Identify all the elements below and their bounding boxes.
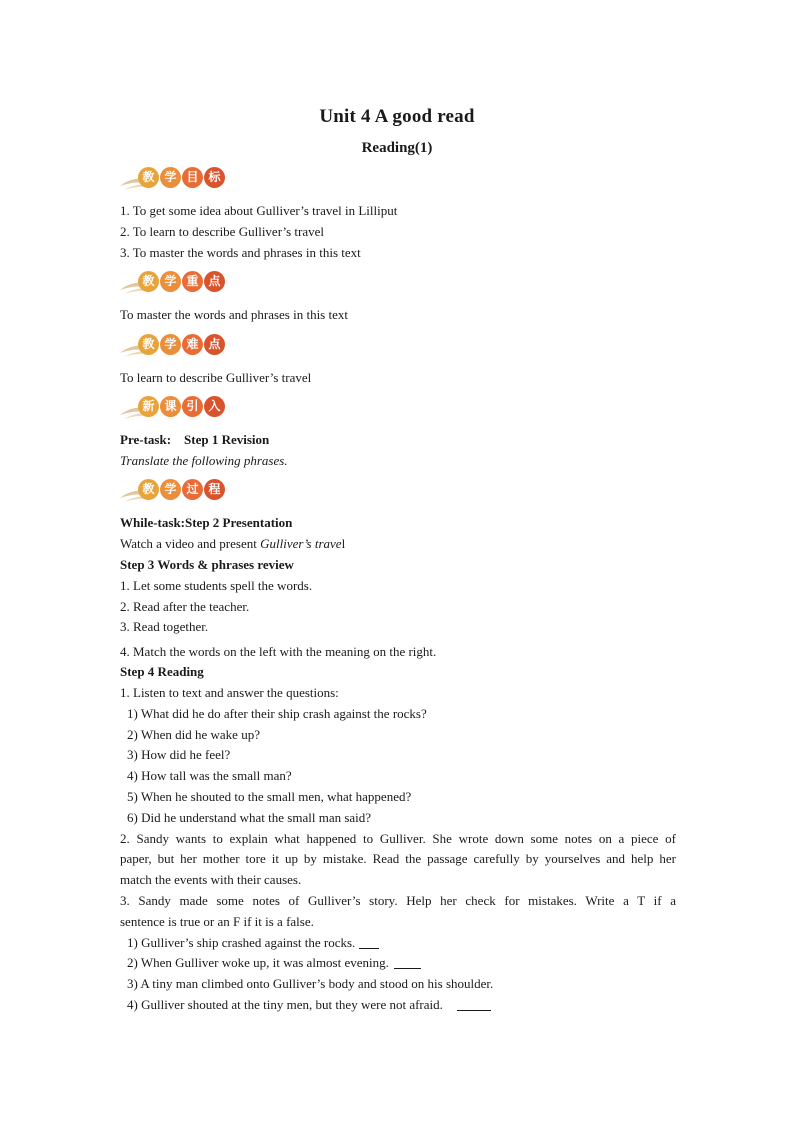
statement-item [127,935,676,951]
task2-line: 2. Sandy wants to explain what happened to Gulliver. She wrote down some notes on a piece of [120,831,676,846]
step3-item: 1. Let some students spell the words. [120,578,313,593]
badge-char: 教 [138,271,159,292]
task2-line: paper, but her mother tore it up by mistake. Read the passage carefully by yourselves and help her [120,851,676,866]
answer-blank[interactable] [359,936,379,949]
badge-char: 难 [182,334,203,355]
question-item: 1) What did he do after their ship crash against the rocks? [127,706,427,721]
statement-item: 3) A tiny man climbed onto Gulliver’s body and stood on his shoulder. [127,976,494,991]
step2-text-prefix: Watch a video and present [120,536,261,551]
badge-char: 教 [138,334,159,355]
badge-char: 教 [138,167,159,188]
badge-char: 学 [160,334,181,355]
step3-item: 4. Match the words on the left with the meaning on the right. [120,644,437,659]
objective-item: 2. To learn to describe Gulliver’s travel [120,224,325,239]
step3-item: 3. Read together. [120,619,209,634]
page-title: Unit 4 A good read [319,106,475,127]
badge-char: 点 [204,271,225,292]
step3-heading: Step 3 Words & phrases review [120,557,294,572]
badge-char: 学 [160,271,181,292]
difficulties-text: To learn to describe Gulliver’s travel [120,370,312,385]
process-badge [118,478,228,504]
badge-char: 引 [182,396,203,417]
objectives-badge [118,166,228,192]
page-subtitle: Reading(1) [361,140,433,156]
pretask-heading [120,432,676,448]
badge-char: 学 [160,167,181,188]
question-item: 4) How tall was the small man? [127,768,292,783]
question-item: 6) Did he understand what the small man said? [127,810,372,825]
task2-line: match the events with their causes. [120,872,302,887]
statement-text: 1) Gulliver’s ship crashed against the rocks. [127,935,356,950]
step2-text [120,536,676,552]
pretask-instruction: Translate the following phrases. [120,453,288,468]
question-item: 2) When did he wake up? [127,727,260,742]
task3-line: sentence is true or an F if it is a false. [120,914,314,929]
pretask-step: Step 1 Revision [184,432,270,447]
badge-char: 标 [204,167,225,188]
badge-char: 学 [160,479,181,500]
answer-blank[interactable] [457,998,491,1011]
badge-char: 新 [138,396,159,417]
question-item: 3) How did he feel? [127,747,231,762]
badge-char: 程 [204,479,225,500]
objective-item: 1. To get some idea about Gulliver’s travel in Lilliput [120,203,398,218]
step2-text-italic: Gulliver’s trave [260,536,342,551]
introduction-badge [118,395,228,421]
key-points-text: To master the words and phrases in this text [120,307,348,322]
badge-char: 教 [138,479,159,500]
key-points-badge [118,270,228,296]
badge-char: 点 [204,334,225,355]
statement-text: 4) Gulliver shouted at the tiny men, but they were not afraid. [127,997,443,1012]
badge-char: 过 [182,479,203,500]
step4-heading: Step 4 Reading [120,664,204,679]
badge-char: 入 [204,396,225,417]
step2-text-suffix: l [341,536,346,551]
step4-question-intro: 1. Listen to text and answer the questions: [120,685,339,700]
step2-heading: While-task:Step 2 Presentation [120,515,293,530]
badge-char: 重 [182,271,203,292]
statement-item [127,997,676,1013]
task3-line: 3. Sandy made some notes of Gulliver’s story. Help her check for mistakes. Write a T if a [120,893,676,908]
difficulties-badge [118,333,228,359]
badge-char: 课 [160,396,181,417]
pretask-label: Pre-task: [120,432,172,447]
step3-item: 2. Read after the teacher. [120,599,250,614]
question-item: 5) When he shouted to the small men, what happened? [127,789,412,804]
answer-blank[interactable] [394,956,421,969]
badge-char: 目 [182,167,203,188]
statement-item [127,955,676,971]
statement-text: 2) When Gulliver woke up, it was almost evening. [127,955,389,970]
objective-item: 3. To master the words and phrases in this text [120,245,361,260]
